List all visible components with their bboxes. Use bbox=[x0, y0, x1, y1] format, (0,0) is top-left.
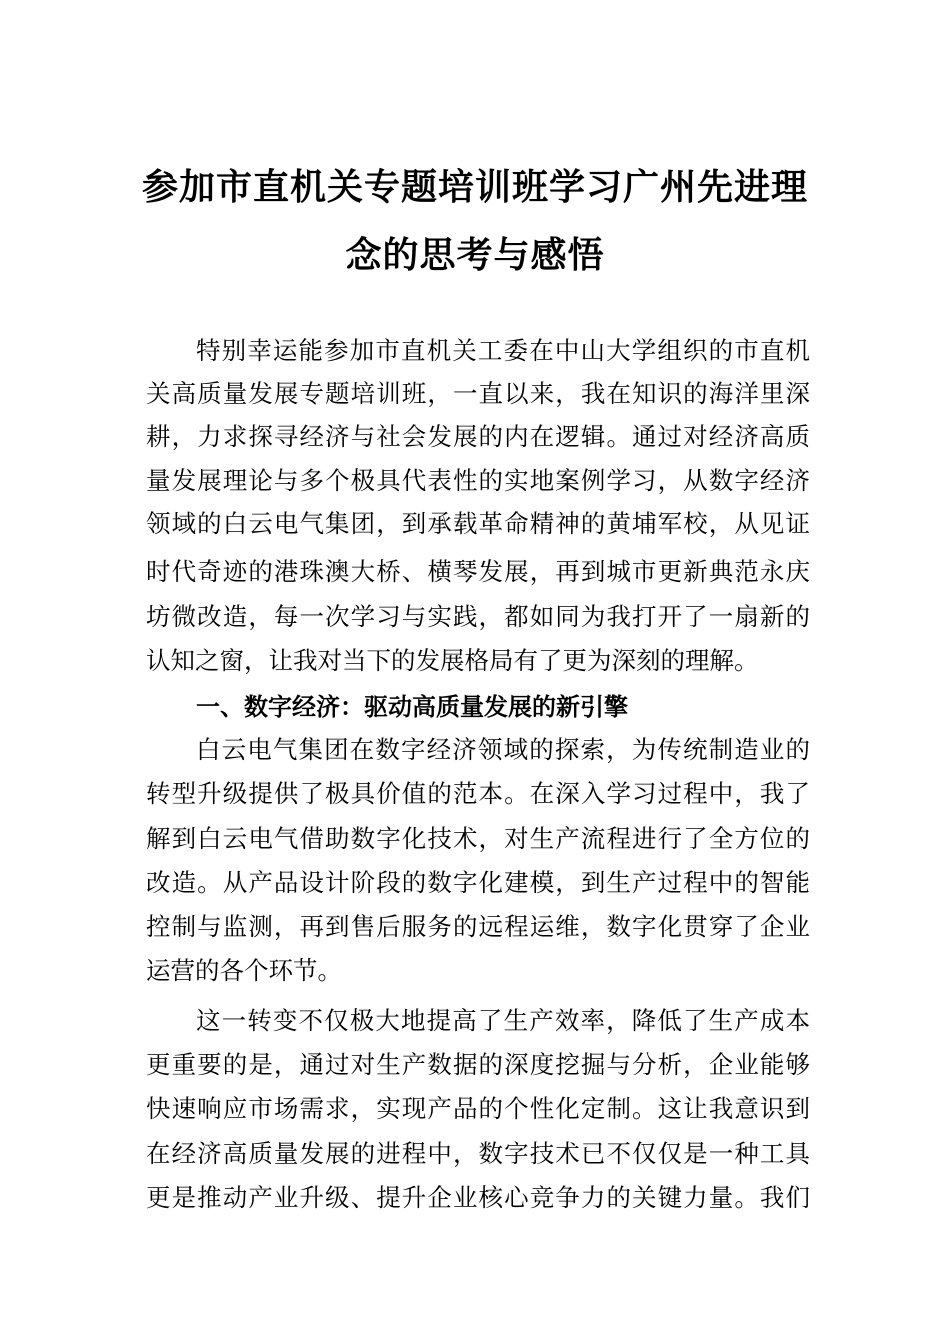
paragraph-1-line-6: 时代奇迹的港珠澳大桥、横琴发展，再到城市更新典范永庆 bbox=[146, 557, 810, 586]
paragraph-2-line-6: 运营的各个环节。 bbox=[146, 956, 342, 985]
paragraph-1-line-7: 坊微改造，每一次学习与实践，都如同为我打开了一扇新的 bbox=[146, 602, 810, 631]
paragraph-1-line-5: 领域的白云电气集团，到承载革命精神的黄埔军校，从见证 bbox=[146, 509, 810, 538]
document-title-line-2: 念的思考与感悟 bbox=[345, 234, 605, 276]
section-1-heading: 一、数字经济：驱动高质量发展的新引擎 bbox=[196, 693, 628, 721]
paragraph-2-line-5: 控制与监测，再到售后服务的远程运维，数字化贯穿了企业 bbox=[146, 912, 810, 941]
paragraph-2-line-2: 转型升级提供了极具价值的范本。在深入学习过程中，我了 bbox=[146, 779, 810, 808]
paragraph-3-line-4: 在经济高质量发展的进程中，数字技术已不仅仅是一种工具 bbox=[146, 1139, 810, 1168]
paragraph-3-line-2: 更重要的是，通过对生产数据的深度挖掘与分析，企业能够 bbox=[146, 1050, 810, 1079]
paragraph-2-line-1: 白云电气集团在数字经济领域的探索，为传统制造业的 bbox=[196, 735, 810, 764]
paragraph-1-line-1: 特别幸运能参加市直机关工委在中山大学组织的市直机 bbox=[196, 336, 810, 365]
paragraph-3-line-3: 快速响应市场需求，实现产品的个性化定制。这让我意识到 bbox=[146, 1094, 810, 1123]
paragraph-3-line-1: 这一转变不仅极大地提高了生产效率，降低了生产成本 bbox=[196, 1006, 810, 1035]
paragraph-1-line-8: 认知之窗，让我对当下的发展格局有了更为深刻的理解。 bbox=[146, 646, 759, 675]
paragraph-2-line-4: 改造。从产品设计阶段的数字化建模，到生产过程中的智能 bbox=[146, 868, 810, 897]
paragraph-1-line-2: 关高质量发展专题培训班，一直以来，我在知识的海洋里深 bbox=[146, 379, 810, 408]
paragraph-3-line-5: 更是推动产业升级、提升企业核心竞争力的关键力量。我们 bbox=[146, 1183, 810, 1212]
document-title-line-1: 参加市直机关专题培训班学习广州先进理 bbox=[141, 166, 808, 208]
paragraph-2-line-3: 解到白云电气借助数字化技术，对生产流程进行了全方位的 bbox=[146, 824, 810, 853]
paragraph-1-line-3: 耕，力求探寻经济与社会发展的内在逻辑。通过对经济高质 bbox=[146, 422, 810, 451]
paragraph-1-line-4: 量发展理论与多个极具代表性的实地案例学习，从数字经济 bbox=[146, 466, 810, 495]
